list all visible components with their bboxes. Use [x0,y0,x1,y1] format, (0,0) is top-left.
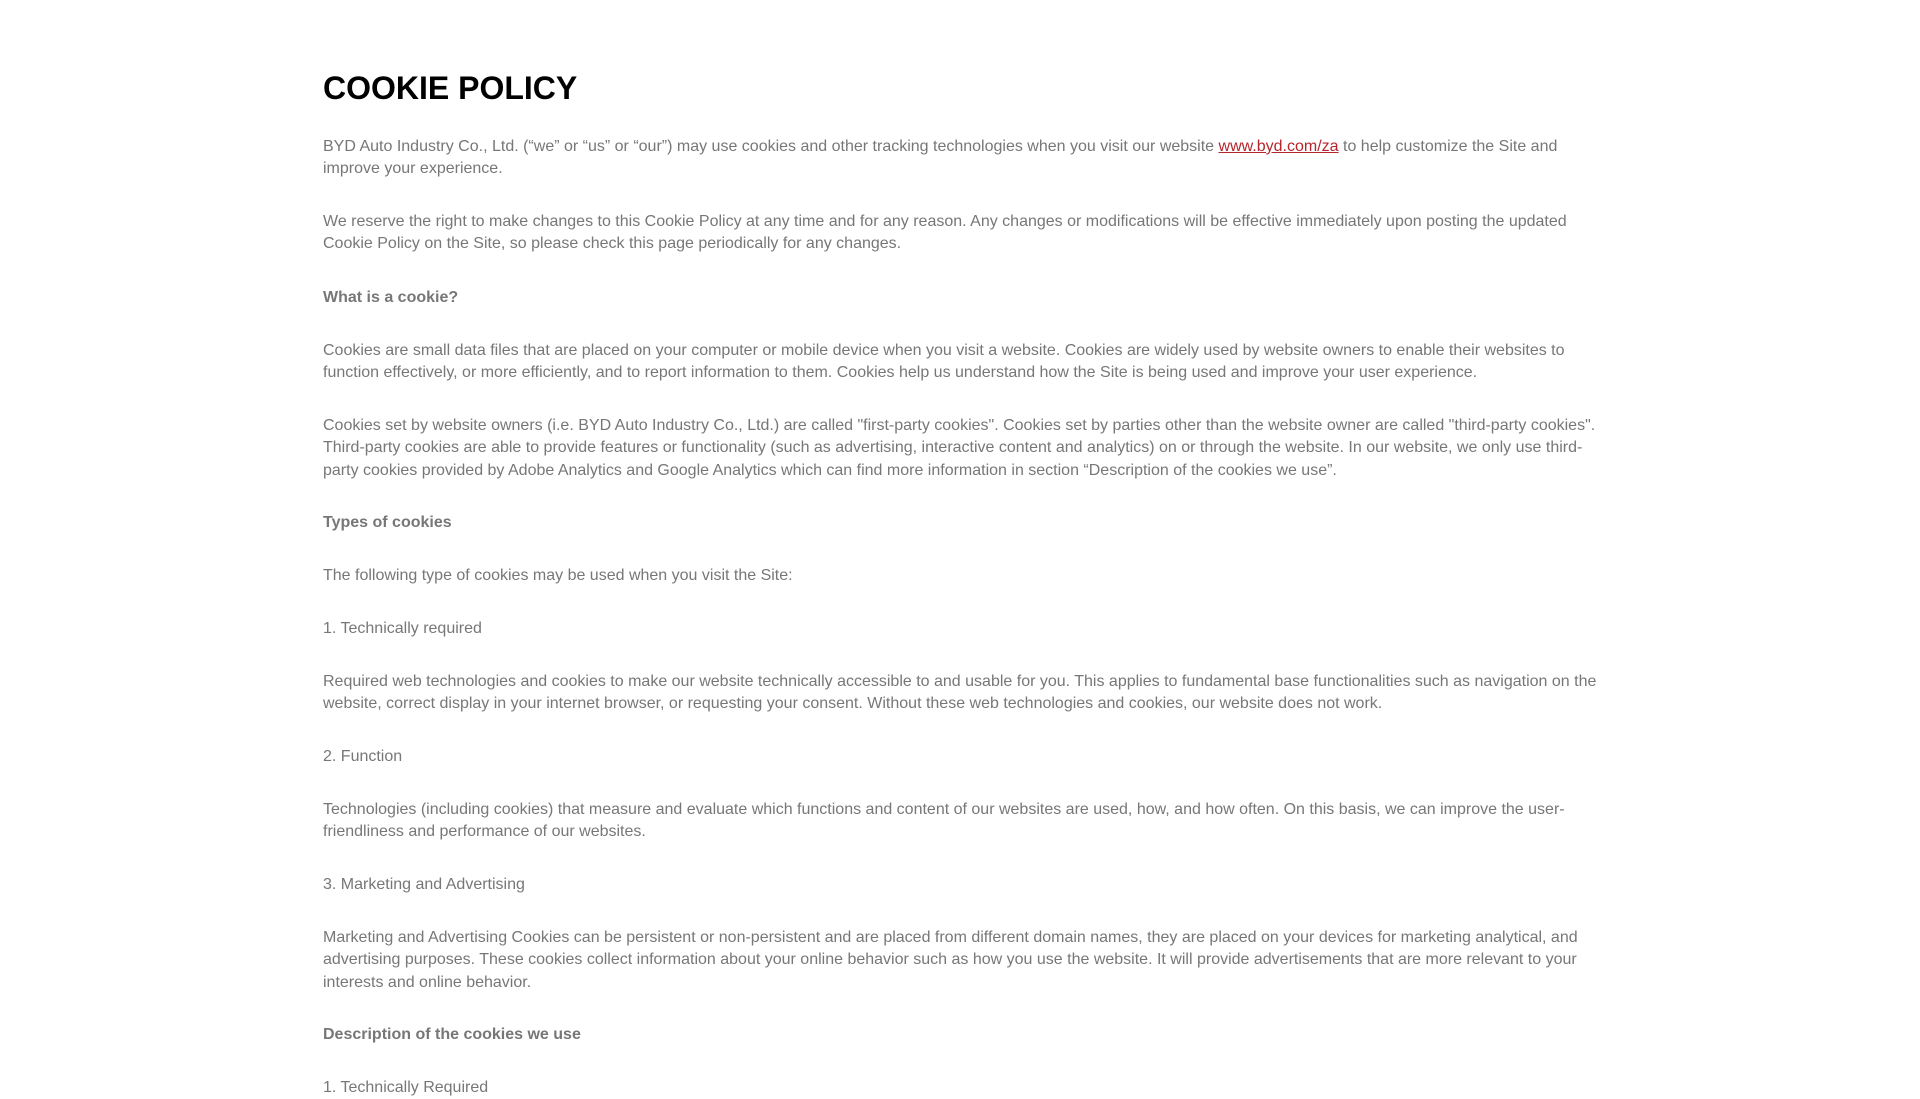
policy-changes-paragraph: We reserve the right to make changes to this Cookie Policy at any time and for any reason. Any changes or modifications will be effective immediately upon posting the updated Cookie Policy on the Site, so please check this page periodically for any changes. [323,213,1567,253]
description-technically-required: 1. Technically Required [323,1079,489,1096]
types-intro-paragraph: The following type of cookies may be used when you visit the Site: [323,567,793,584]
section-heading-types-of-cookies: Types of cookies [323,514,452,531]
technically-required-paragraph: Required web technologies and cookies to make our website technically accessible to and usable for you. This applies to fundamental base functionalities such as navigation on the website, correct display in your internet browser, or requesting your consent. Without these web technologies and cookies, our website does not work. [323,673,1597,713]
marketing-advertising-paragraph: Marketing and Advertising Cookies can be persistent or non-persistent and are placed from different domain names, they are placed on your devices for marketing analytical, and advertising purposes. These cookies collect information about your online behavior such as how you use the website. It will provide advertisements that are more relevant to your interests and online behavior. [323,929,1578,991]
type-technically-required: 1. Technically required [323,620,482,637]
first-third-party-paragraph: Cookies set by website owners (i.e. BYD Auto Industry Co., Ltd.) are called "first-party cookies". Cookies set by parties other than the website owner are called "third-party cookies". Third-party cookies are able to provide features or functionality (such as advertising, interactive content and analytics) on or through the website. In our website, we only use third-party cookies provided by Adobe Analytics and Google Analytics which can find more information in section “Description of the cookies we use”. [323,417,1596,479]
function-paragraph: Technologies (including cookies) that measure and evaluate which functions and content of our websites are used, how, and how often. On this basis, we can improve the user-friendliness and performance of our websites. [323,801,1565,841]
intro-text-before-link: BYD Auto Industry Co., Ltd. (“we” or “us” or “our”) may use cookies and other tracking technologies when you visit our website [323,138,1219,155]
intro-text-after-link: to help customize the Site and improve your experience. [323,138,1558,178]
intro-paragraph [323,136,1613,181]
type-function: 2. Function [323,748,403,765]
page-title: COOKIE POLICY [323,70,578,106]
site-link[interactable]: www.byd.com/za [1218,138,1339,155]
section-heading-what-is-cookie: What is a cookie? [323,289,459,306]
section-heading-description-of-cookies: Description of the cookies we use [323,1026,581,1043]
cookie-definition-paragraph: Cookies are small data files that are placed on your computer or mobile device when you visit a website. Cookies are widely used by website owners to enable their websites to function effectively, or more efficiently, and to report information to them. Cookies help us understand how the Site is being used and improve your user experience. [323,342,1565,382]
type-marketing-advertising: 3. Marketing and Advertising [323,876,525,893]
